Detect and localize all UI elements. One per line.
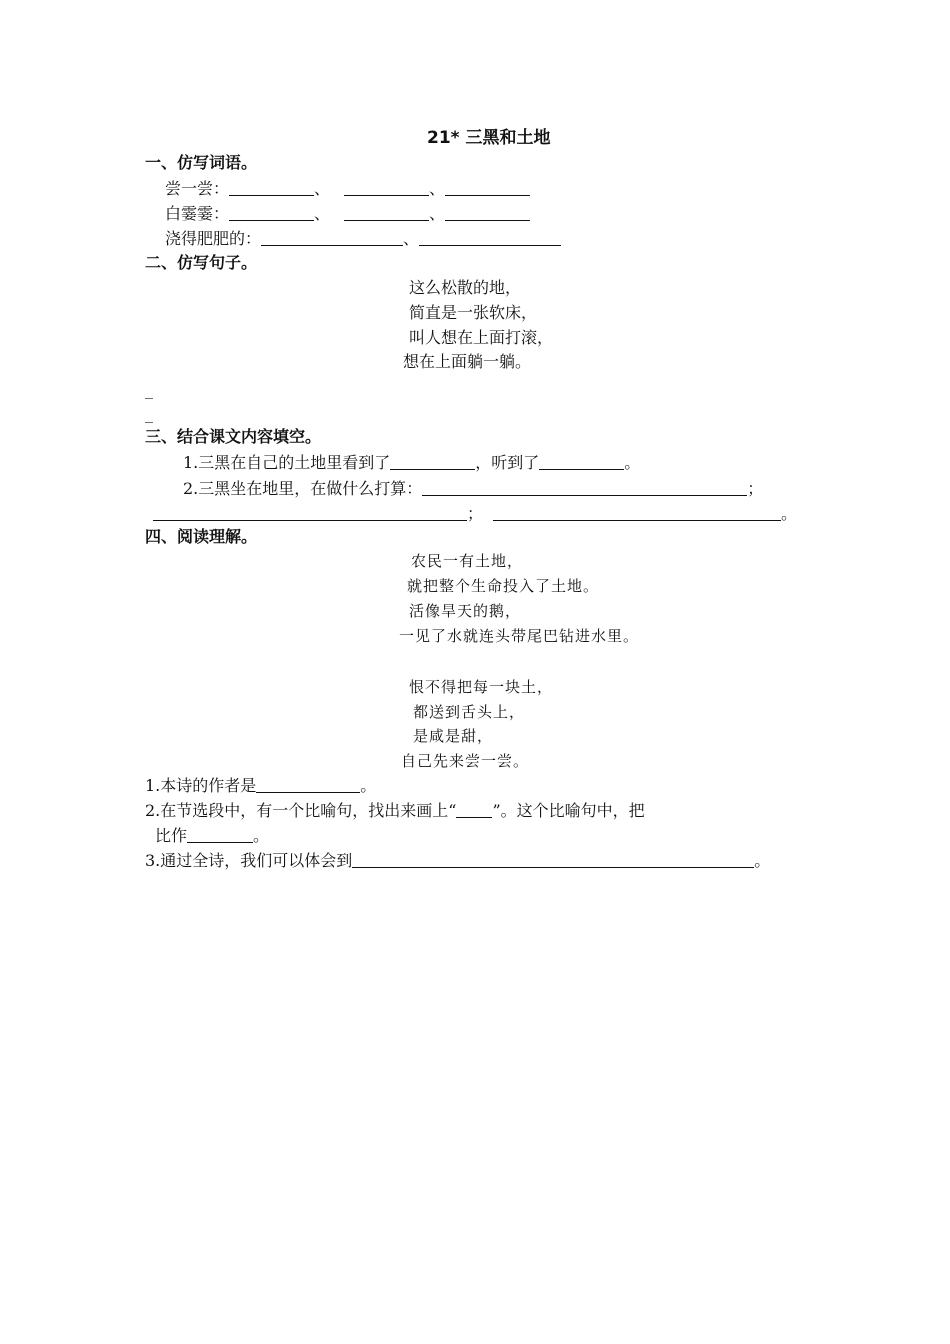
- s1-row-2: [165, 202, 530, 226]
- poem-line: 是咸是甜，: [413, 727, 494, 745]
- poem-line: 想在上面躺一躺。: [403, 352, 532, 371]
- poem-line: 简直是一张软床，: [409, 303, 538, 322]
- answer-blank[interactable]: [153, 503, 467, 521]
- s1-row-1: [165, 177, 530, 201]
- s1-row-3-label: 浇得肥肥的：: [165, 229, 262, 248]
- page-title: 21* 三黑和土地: [427, 128, 551, 148]
- s1-row-2-label: 白霎霎：: [165, 204, 230, 223]
- answer-blank[interactable]: [229, 178, 314, 196]
- separator: 、: [314, 179, 331, 198]
- s3-question-2: [183, 477, 763, 501]
- poem-line: 农民一有土地，: [411, 552, 524, 570]
- answer-blank[interactable]: [187, 825, 253, 843]
- question-text: 3.通过全诗，我们可以体会到: [145, 851, 353, 870]
- separator: 、: [429, 204, 446, 223]
- answer-blank[interactable]: [445, 178, 530, 196]
- answer-blank[interactable]: [229, 203, 314, 221]
- question-text: ，听到了: [475, 453, 540, 472]
- answer-blank[interactable]: [493, 503, 781, 521]
- answer-blank[interactable]: [445, 203, 530, 221]
- s4-question-3: [145, 849, 770, 873]
- question-text: 。: [624, 453, 641, 472]
- poem-line: 就把整个生命投入了土地。: [407, 577, 600, 595]
- s4-question-2: [145, 799, 645, 823]
- section-4-heading: 四、阅读理解。: [145, 527, 258, 546]
- answer-blank[interactable]: [352, 850, 754, 868]
- question-text: 2.三黑坐在地里，在做什么打算：: [183, 479, 423, 498]
- section-2-heading: 二、仿写句子。: [145, 253, 258, 272]
- s3-question-2-cont: [153, 502, 797, 526]
- answer-blank[interactable]: [261, 228, 403, 246]
- s3-question-1: [183, 451, 640, 475]
- answer-blank[interactable]: [422, 478, 747, 496]
- question-text: 1.三黑在自己的土地里看到了: [183, 453, 391, 472]
- poem-line: 叫人想在上面打滚，: [409, 328, 554, 347]
- separator: 、: [429, 179, 446, 198]
- question-text: 。: [253, 826, 270, 845]
- underline-mark: _: [145, 404, 153, 423]
- question-text: ；: [467, 504, 484, 523]
- poem-line: 这么松散的地，: [409, 278, 522, 297]
- question-text: 比作: [155, 826, 188, 845]
- answer-blank[interactable]: [390, 452, 475, 470]
- separator: 、: [314, 204, 331, 223]
- answer-blank[interactable]: [456, 800, 492, 818]
- section-3-heading: 三、结合课文内容填空。: [145, 427, 322, 446]
- question-text: ”。这个比喻句中，把: [492, 801, 645, 820]
- question-text: ；: [747, 479, 764, 498]
- poem-line: 活像旱天的鹅，: [409, 602, 522, 620]
- poem-line: 一见了水就连头带尾巴钻进水里。: [399, 627, 640, 645]
- question-text: 。: [781, 504, 798, 523]
- s4-question-2-cont: [155, 824, 269, 848]
- underline-mark: _: [145, 380, 153, 399]
- poem-line: 恨不得把每一块土，: [409, 678, 554, 696]
- question-text: 。: [360, 776, 377, 795]
- answer-blank[interactable]: [344, 178, 429, 196]
- answer-blank[interactable]: [419, 228, 561, 246]
- poem-line: 自己先来尝一尝。: [401, 752, 530, 770]
- poem-line: 都送到舌头上，: [413, 703, 526, 721]
- s4-question-1: [145, 774, 376, 798]
- s1-row-1-label: 尝一尝：: [165, 179, 230, 198]
- question-text: 2.在节选段中，有一个比喻句，找出来画上“: [145, 801, 457, 820]
- section-1-heading: 一、仿写词语。: [145, 153, 258, 172]
- answer-blank[interactable]: [539, 452, 624, 470]
- answer-blank[interactable]: [344, 203, 429, 221]
- separator: 、: [403, 229, 420, 248]
- question-text: 。: [754, 851, 771, 870]
- question-text: 1.本诗的作者是: [145, 776, 257, 795]
- answer-blank[interactable]: [256, 775, 360, 793]
- s1-row-3: [165, 227, 561, 251]
